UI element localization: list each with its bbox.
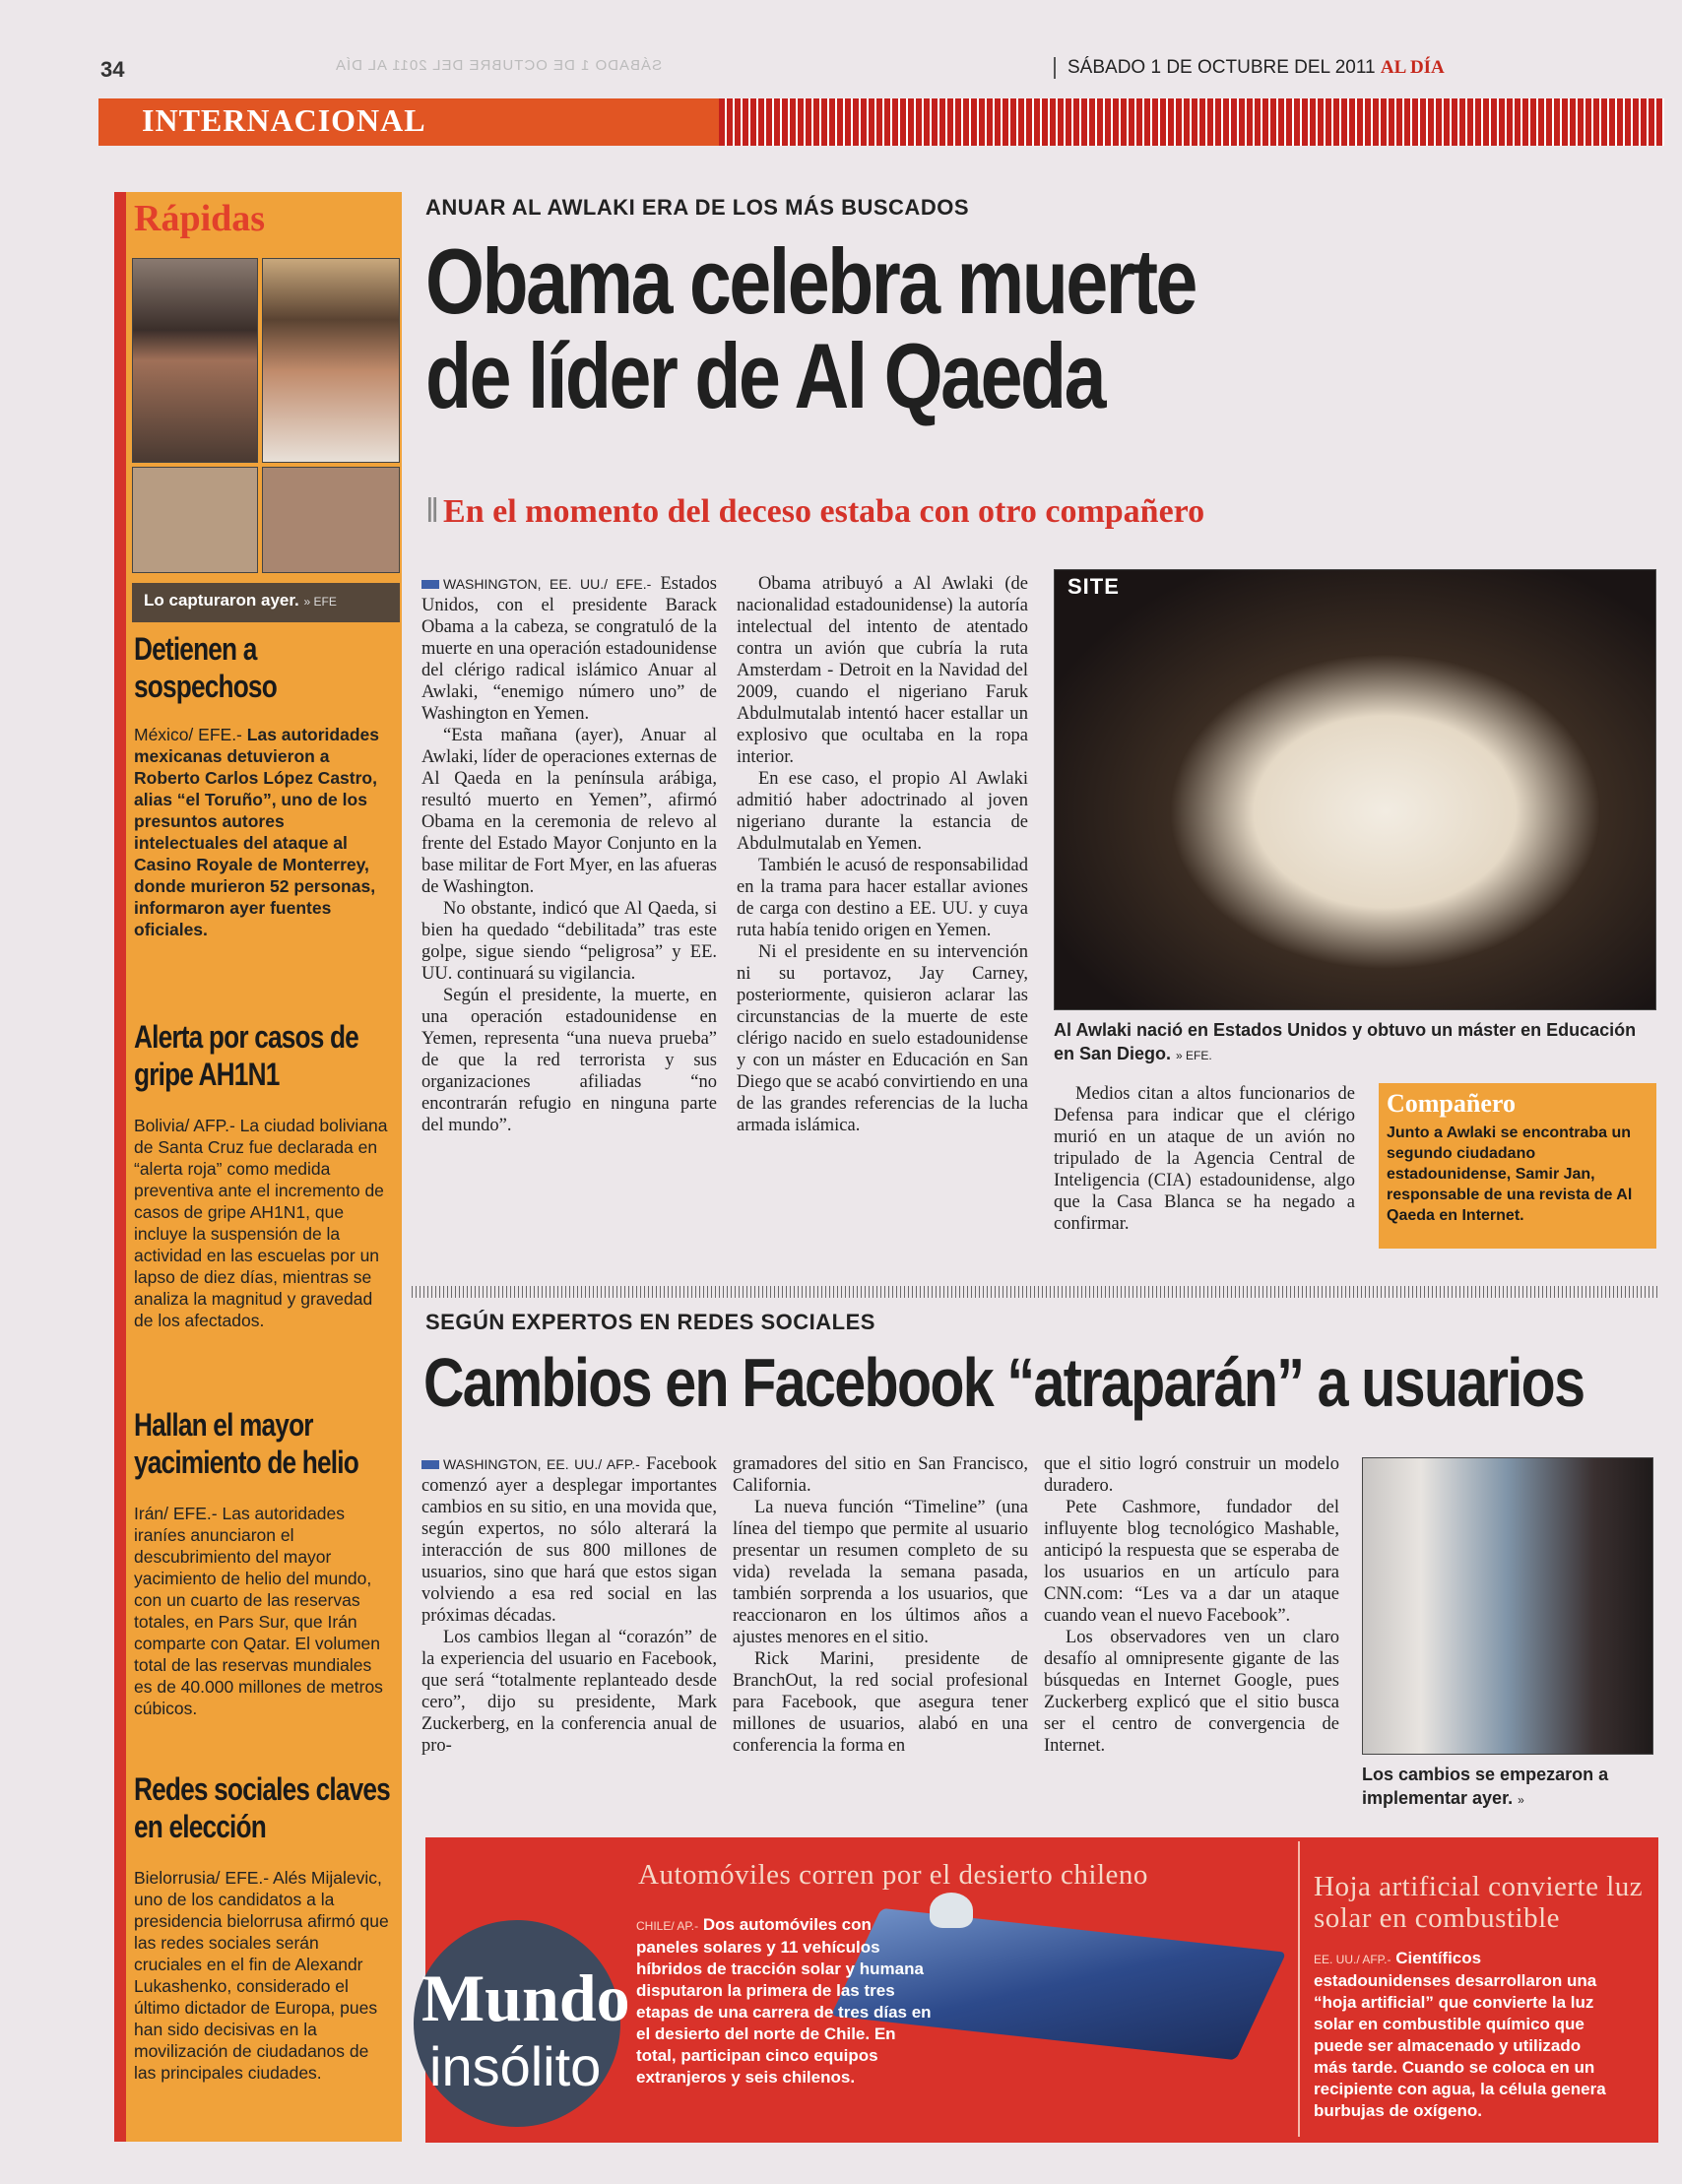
paragraph: Los cambios llegan al “corazón” de la experiencia del usuario en Facebook, que será “totalmente replanteado desde cero”, dijo su presidente, Mark Zuckerberg, en la conferencia anual de pro- xyxy=(421,1628,717,1756)
brief-lead: Irán/ EFE.- xyxy=(134,1504,218,1523)
awlaki-photo xyxy=(1054,569,1656,1010)
caption-source: » EFE xyxy=(303,595,337,609)
facebook-byline: WASHINGTON, EE. UU./ AFP.- xyxy=(443,1456,640,1472)
story-text: Científicos estadounidenses desarrollaron una “hoja artificial” que convierte la luz solar en combustible químico que puede ser almacenado y utilizado más tarde. Cuando se coloca en un recipiente con agua, la célula genera burbujas de oxígeno. xyxy=(1314,1949,1606,2120)
brief-text: Alés Mijalevic, uno de los candidatos a la presidencia bielorrusa afirmó que las redes sociales serán cruciales en el fin de Alexandr Lukashenko, considerado el último dictador de Europa, pues han sido decisivas en la movilización de ciudadanos de las principales ciudades. xyxy=(134,1868,389,2083)
brief-lead: Bielorrusia/ EFE.- xyxy=(134,1868,270,1888)
suspect-photo-smiling xyxy=(262,258,400,463)
dateline xyxy=(1054,57,1445,79)
main-headline xyxy=(425,229,1394,427)
usa-flag-icon xyxy=(421,1460,439,1469)
site-watermark: SITE xyxy=(1067,574,1120,599)
facebook-photo-caption xyxy=(1362,1763,1657,1812)
caption-text: Los cambios se empezaron a implementar ayer. xyxy=(1362,1765,1609,1808)
paragraph: Facebook comenzó ayer a desplegar importantes cambios en su sitio, en una movida que, según expertos, no sólo alterará la interacción de sus 800 millones de usuarios, sino que hará que estos sigan volviendo a esa red social en las próximas décadas. xyxy=(421,1454,717,1626)
rapidas-title: Rápidas xyxy=(134,198,266,239)
tattoo-photo-left xyxy=(132,467,258,573)
facebook-col-3 xyxy=(1044,1453,1339,1757)
story-source: EE. UU./ AFP.- xyxy=(1314,1953,1391,1966)
brief-bold-text: Las autoridades mexicanas detuvieron a Roberto Carlos López Castro, alias “el Toruño”, uno de los presuntos autores intelectuales del ataque al Casino Royale de Monterrey, donde murieron 52 personas, informaron ayer fuentes oficiales. xyxy=(134,725,379,939)
paragraph: En ese caso, el propio Al Awlaki admitió haber adoctrinado al joven nigeriano durante la estancia de Abdulmutalab en Yemen. xyxy=(737,769,1028,854)
mundo-logo-word: Mundo xyxy=(421,1960,630,2035)
brief-body xyxy=(134,1503,390,1719)
paragraph: También le acusó de responsabilidad en la trama para hacer estallar aviones de carga con destino a EE. UU. y cuya ruta había tenido origen en Yemen. xyxy=(737,856,1028,940)
story-text: Dos automóviles con paneles solares y 11 vehículos híbridos de tracción solar y humana disputaron la primera de las tres etapas de una carrera de tres días en el desierto del norte de Chile. En total, participan cinco equipos extranjeros y seis chilenos. xyxy=(636,1915,932,2087)
companero-body: Junto a Awlaki se encontraba un segundo ciudadano estadounidense, Samir Jan, responsable de una revista de Al Qaeda en Internet. xyxy=(1387,1124,1633,1224)
caption-text: Al Awlaki nació en Estados Unidos y obtuvo un máster en Educación en San Diego. xyxy=(1054,1020,1637,1063)
date-text: SÁBADO 1 DE OCTUBRE DEL 2011 xyxy=(1067,57,1376,78)
brief-text: La ciudad boliviana de Santa Cruz fue declarada en “alerta roja” como medida preventiva ante el incremento de casos de gripe AH1N1, que incluye la suspensión de la actividad en las escuelas por un lapso de diez días, mientras se analiza la magnitud y gravedad de los afectados. xyxy=(134,1116,388,1330)
paragraph: Pete Cashmore, fundador del influyente blog tecnológico Mashable, anticipó la respuesta que se esperaba de los usuarios en un artículo para CNN.com: “Les va a dar un ataque cuando vean el nuevo Facebook”. xyxy=(1044,1498,1339,1626)
usa-flag-icon xyxy=(421,580,439,589)
brief-headline: Redes sociales claves en elección xyxy=(134,1771,390,1845)
main-col-1 xyxy=(421,573,717,1136)
facebook-kicker: SEGÚN EXPERTOS EN REDES SOCIALES xyxy=(425,1310,875,1334)
banner-story1-body xyxy=(636,1914,932,2088)
facebook-headline: Cambios en Facebook “atraparán” a usuarios xyxy=(423,1344,1585,1421)
caption-source: » EFE. xyxy=(1176,1049,1212,1062)
paragraph: Medios citan a altos funcionarios de Defensa para indicar que el clérigo murió en un ataque de un avión no tripulado de la Agencia Central de Inteligencia (CIA) estadounidense, algo que la Casa Blanca se ha negado a confirmar. xyxy=(1054,1084,1355,1234)
main-byline: WASHINGTON, EE. UU./ EFE.- xyxy=(443,576,652,592)
solar-car-cockpit xyxy=(930,1893,973,1928)
rapidas-red-rule xyxy=(114,192,126,2142)
brief-body xyxy=(134,724,390,940)
banner-divider xyxy=(1298,1841,1300,2137)
paragraph: Obama atribuyó a Al Awlaki (de nacionalidad estadounidense) la autoría intelectual del intento de atentado contra un avión que cubría la ruta Amsterdam - Detroit en la Navidad del 2009, cuando el nigeriano Faruk Abdulmutalab intentó hacer estallar un explosivo que ocultaba en la ropa interior. xyxy=(737,574,1028,767)
paragraph: No obstante, indicó que Al Qaeda, si bien ha quedado “debilitada” tras este golpe, sigue siendo “peligrosa” y EE. UU. continuará su vigilancia. xyxy=(421,899,717,984)
main-headline-line1: Obama celebra muerte xyxy=(425,229,1196,333)
facebook-col-1 xyxy=(421,1453,717,1757)
brief-lead: Bolivia/ AFP.- xyxy=(134,1116,235,1135)
tattoo-photo-right xyxy=(262,467,400,573)
subhead-text: En el momento del deceso estaba con otro compañero xyxy=(443,493,1205,530)
paragraph: Estados Unidos, con el presidente Barack Obama a la cabeza, se congratuló de la muerte en una operación estadounidense del clérigo radical islámico Anuar al Awlaki, “enemigo número uno” de Washington en Yemen. xyxy=(421,574,717,724)
banner-story2-body xyxy=(1314,1948,1609,2122)
paragraph: Según el presidente, la muerte, en una operación estadounidense en Yemen, representa “una nueva prueba” de que la red terrorista y sus organizaciones afiliadas “no encontrarán refugio en ninguna parte del mundo”. xyxy=(421,986,717,1135)
paragraph: que el sitio logró construir un modelo duradero. xyxy=(1044,1454,1339,1496)
story-divider xyxy=(412,1286,1660,1298)
suspect-photo-caption xyxy=(132,583,400,622)
awlaki-photo-caption xyxy=(1054,1018,1656,1067)
paragraph: La nueva función “Timeline” (una línea del tiempo que permite al usuario presentar un resumen completo de su vida) revelada la semana pasada, también sorprenda a los usuarios, que reaccionaron en los últimos años a ajustes menores en el sitio. xyxy=(733,1498,1028,1647)
paragraph: “Esta mañana (ayer), Anuar al Awlaki, líder de operaciones externas de Al Qaeda en la península arábiga, resultó muerto en Yemen”, afirmó Obama en la ceremonia de relevo al frente del Estado Mayor Conjunto en la base militar de Fort Myer, en las afueras de Washington. xyxy=(421,726,717,897)
brief-text: Las autoridades iraníes anunciaron el descubrimiento del mayor yacimiento de helio del mundo, con un cuarto de las reservas totales, en Pars Sur, que Irán comparte con Qatar. El volumen total de las reservas mundiales es de 40.000 millones de metros cúbicos. xyxy=(134,1504,383,1718)
insolito-logo-word: insólito xyxy=(429,2035,602,2097)
caption-text: Lo capturaron ayer. xyxy=(144,591,299,610)
brief-headline: Detienen a sospechoso xyxy=(134,631,277,705)
companero-title: Compañero xyxy=(1387,1089,1516,1118)
brief-headline: Alerta por casos de gripe AH1N1 xyxy=(134,1019,358,1093)
brief-body xyxy=(134,1115,390,1331)
caption-source: » xyxy=(1518,1793,1524,1807)
bleed-through-text: SÁBADO 1 DE OCTUBRE DEL 2011 AL DÍA xyxy=(335,57,663,74)
paper-name: AL DÍA xyxy=(1380,57,1445,78)
suspect-photo-front xyxy=(132,258,258,463)
section-stripes xyxy=(719,98,1664,146)
main-kicker: ANUAR AL AWLAKI ERA DE LOS MÁS BUSCADOS xyxy=(425,195,969,220)
section-label: INTERNACIONAL xyxy=(98,98,719,146)
main-subhead xyxy=(425,492,1204,531)
banner-story2-title: Hoja artificial convierte luz solar en combustible xyxy=(1314,1871,1644,1934)
paragraph: gramadores del sitio en San Francisco, California. xyxy=(733,1454,1028,1496)
main-headline-line2: de líder de Al Qaeda xyxy=(425,324,1105,427)
main-col-3 xyxy=(1054,1083,1355,1235)
banner-story1-title: Automóviles corren por el desierto chileno xyxy=(638,1859,1148,1891)
brief-headline: Hallan el mayor yacimiento de helio xyxy=(134,1407,358,1481)
paragraph: Los observadores ven un claro desafío al omnipresente gigante de las búsquedas en Internet Google, pues Zuckerberg explicó que el sitio busca ser el centro de convergencia de Internet. xyxy=(1044,1628,1339,1756)
brief-body xyxy=(134,1867,390,2084)
paragraph: Rick Marini, presidente de BranchOut, la red social profesional para Facebook, que asegura tener millones de usuarios, alabó en una conferencia la forma en xyxy=(733,1649,1028,1756)
subhead-bar-mark: ‖ xyxy=(425,492,440,530)
page-number: 34 xyxy=(100,57,125,82)
main-col-2 xyxy=(737,573,1028,1136)
paragraph: Ni el presidente en su intervención ni su portavoz, Jay Carney, posteriormente, quisieron aclarar las circunstancias de la muerte de este clérigo nacido en suelo estadounidense y con un máster en Educación en San Diego que se acabó convirtiendo en una de las grandes referencias de la lucha armada islámica. xyxy=(737,942,1028,1135)
facebook-col-2 xyxy=(733,1453,1028,1757)
facebook-laptop-photo xyxy=(1362,1457,1653,1755)
brief-lead: México/ EFE.- xyxy=(134,725,242,744)
story-source: CHILE/ AP.- xyxy=(636,1919,699,1933)
